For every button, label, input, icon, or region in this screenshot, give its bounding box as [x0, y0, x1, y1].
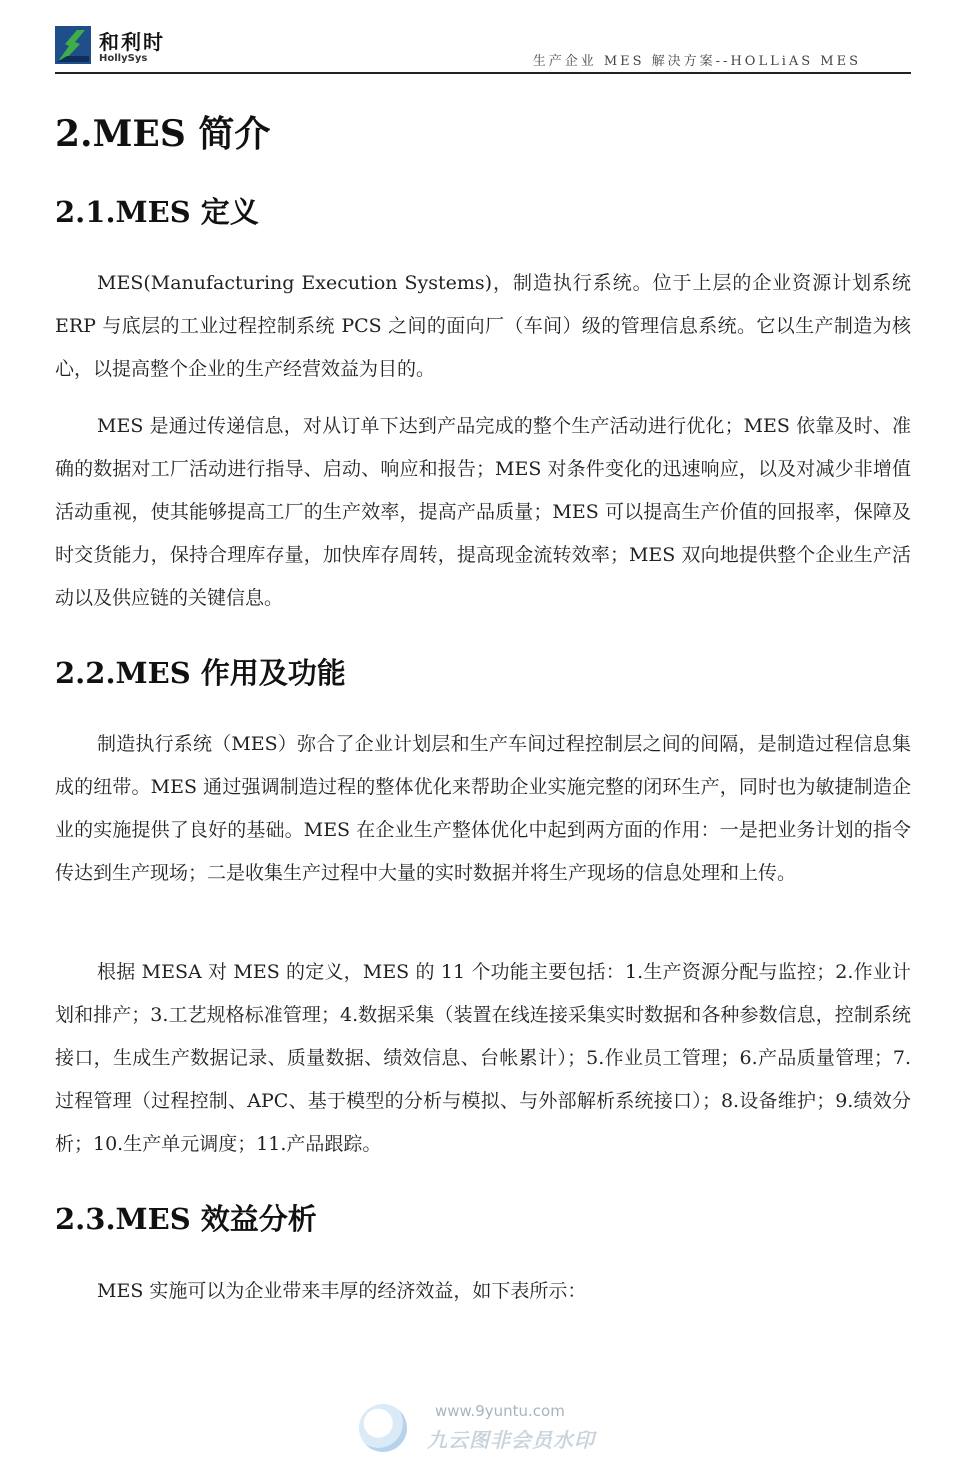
section-heading-2-2: 2.2.MES 作用及功能 — [55, 656, 346, 690]
watermark-url: www.9yuntu.com — [435, 1402, 565, 1420]
paragraph-definition-2: MES 是通过传递信息，对从订单下达到产品完成的整个生产活动进行优化；MES 依靠及时、准确的数据对工厂活动进行指导、启动、响应和报告；MES 对条件变化的迅速响应，以及对减少非增值活动重视，使其能够提高工厂的生产效率，提高产品质量；MES 可以提高生产价值的回报率，保障及时交货能力，保持合理库存量，加快库存周转，提高现金流转效率；MES 双向地提供整个企业生产活动以及供应链的关键信息。 — [55, 415, 911, 609]
logo-english-text: HollySys — [99, 53, 148, 64]
paragraph-function-1: 制造执行系统（MES）弥合了企业计划层和生产车间过程控制层之间的间隔，是制造过程信息集成的纽带。MES 通过强调制造过程的整体优化来帮助企业实施完整的闭环生产，同时也为敏捷制造企业的实施提供了良好的基础。MES 在企业生产整体优化中起到两方面的作用：一是把业务计划的指令传达到生产现场；二是收集生产过程中大量的实时数据并将生产现场的信息处理和上传。 — [55, 733, 911, 884]
paragraph-definition-1: MES(Manufacturing Execution Systems)，制造执行系统。位于上层的企业资源计划系统 ERP 与底层的工业过程控制系统 PCS 之间的面向厂（车间）级的管理信息系统。它以生产制造为核心，以提高整个企业的生产经营效益为目的。 — [55, 272, 911, 380]
page-header — [55, 20, 911, 76]
watermark — [355, 1398, 615, 1456]
hollysys-logo — [55, 26, 175, 70]
watermark-logo-icon — [359, 1404, 407, 1452]
header-divider — [55, 72, 911, 74]
watermark-text: 九云图非会员水印 — [427, 1428, 595, 1452]
paragraph-benefit-1: MES 实施可以为企业带来丰厚的经济效益，如下表所示： — [97, 1280, 587, 1302]
section-heading-2-3: 2.3.MES 效益分析 — [55, 1202, 317, 1236]
header-title: 生产企业 MES 解决方案--HOLLiAS MES — [532, 54, 861, 69]
logo-icon — [55, 26, 91, 64]
section-heading-2-1: 2.1.MES 定义 — [55, 195, 259, 229]
chapter-title: 2.MES 简介 — [55, 113, 271, 155]
logo-chinese-text: 和利时 — [99, 30, 165, 54]
paragraph-function-2: 根据 MESA 对 MES 的定义，MES 的 11 个功能主要包括：1.生产资源分配与监控；2.作业计划和排产；3.工艺规格标准管理；4.数据采集（装置在线连接采集实时数据和各种参数信息，控制系统接口，生成生产数据记录、质量数据、绩效信息、台帐累计）；5.作业员工管理；6.产品质量管理；7.过程管理（过程控制、APC、基于模型的分析与模拟、与外部解析系统接口）；8.设备维护；9.绩效分析；10.生产单元调度；11.产品跟踪。 — [55, 961, 911, 1155]
